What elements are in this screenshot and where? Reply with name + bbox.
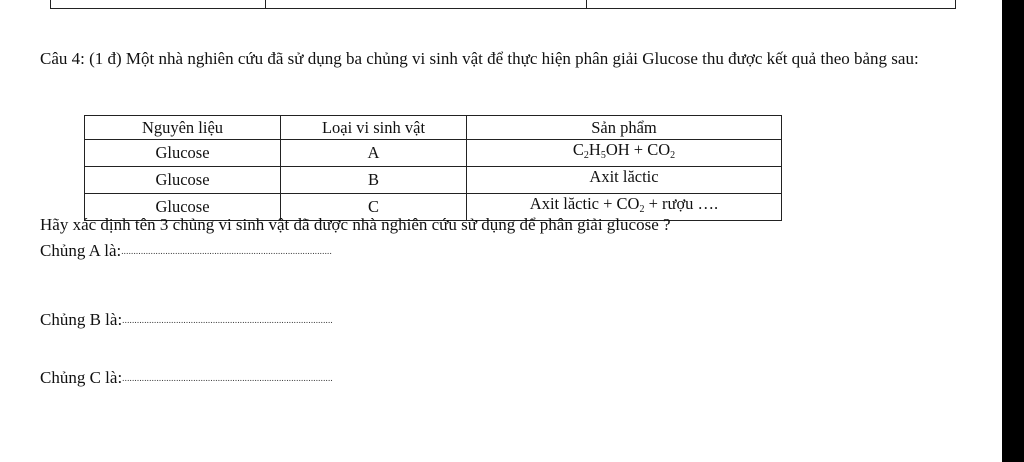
- answer-line-c: [40, 367, 333, 389]
- answer-line-a: [40, 240, 332, 262]
- header-material: Nguyên liệu: [85, 116, 281, 140]
- product-cell: Axit lăctic: [467, 167, 782, 194]
- material-cell: Glucose: [85, 194, 281, 221]
- results-table: [84, 115, 782, 221]
- answer-label: Chủng B là:: [40, 310, 123, 329]
- microbe-cell: C: [281, 194, 467, 221]
- table-header-row: [85, 116, 782, 140]
- answer-blank: ......................................................................................: [121, 246, 332, 256]
- header-product: Sản phẩm: [467, 116, 782, 140]
- table-divider: [265, 0, 266, 9]
- product-cell: Axit lăctic + $CO_2$ + rượu ….: [467, 194, 782, 221]
- material-cell: Glucose: [85, 140, 281, 167]
- answer-blank: ......................................................................................: [122, 373, 333, 383]
- table-divider: [586, 0, 587, 9]
- table-row: [85, 167, 782, 194]
- answer-blank: ......................................................................................: [122, 315, 333, 325]
- instruction-text: Hãy xác định tên 3 chủng vi sinh vật đã được nhà nghiên cứu sử dụng để phân giải glucose ?: [40, 215, 671, 234]
- answer-label: Chủng A là:: [40, 241, 122, 260]
- header-microbe: Loại vi sinh vật: [281, 116, 467, 140]
- answer-line-b: [40, 309, 333, 331]
- material-cell: Glucose: [85, 167, 281, 194]
- microbe-cell: B: [281, 167, 467, 194]
- microbe-cell: A: [281, 140, 467, 167]
- viewer-edge: [1002, 0, 1024, 462]
- table-row: [85, 140, 782, 167]
- product-cell: $C_2H_5OH + CO_2$: [467, 140, 782, 167]
- answer-label: Chủng C là:: [40, 368, 123, 387]
- previous-table-bottom: [50, 0, 956, 9]
- question-text: Câu 4: (1 đ) Một nhà nghiên cứu đã sử dụng ba chủng vi sinh vật để thực hiện phân giải Glucose thu được kết quả theo bảng sau:: [40, 49, 919, 68]
